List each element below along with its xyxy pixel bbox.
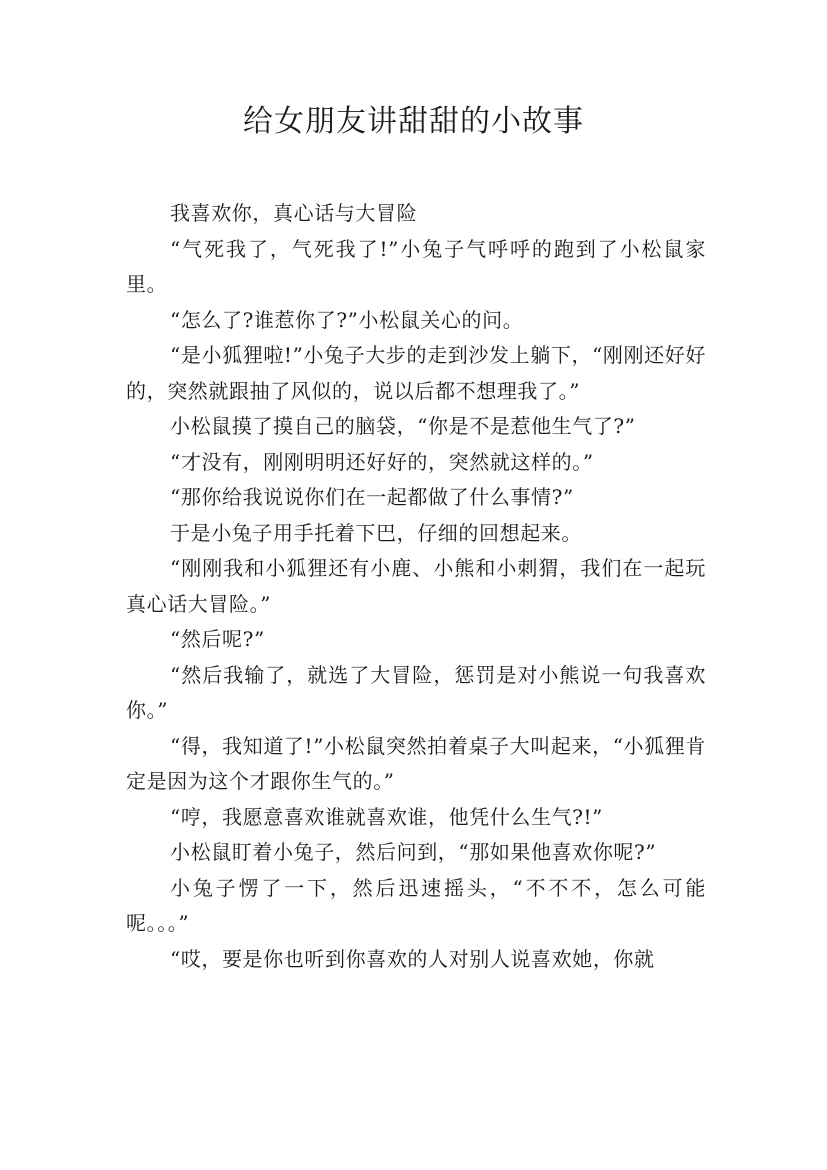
paragraph: “哎，要是你也听到你喜欢的人对别人说喜欢她，你就 [170, 946, 655, 971]
paragraph: “然后呢?” [170, 627, 265, 651]
paragraph: 于是小兔子用手托着下巴，仔细的回想起来。 [170, 520, 582, 545]
paragraph: “气死我了，气死我了!”小兔子气呼呼的跑到了小松鼠家里。 [126, 236, 706, 296]
paragraph: 小松鼠摸了摸自己的脑袋，“你是不是惹他生气了?” [170, 414, 636, 438]
paragraph: “刚刚我和小狐狸还有小鹿、小熊和小刺猬，我们在一起玩真心话大冒险。” [126, 556, 706, 616]
paragraph: “得，我知道了!”小松鼠突然拍着桌子大叫起来，“小狐狸肯定是因为这个才跟你生气的。” [126, 733, 706, 793]
paragraph: “是小狐狸啦!”小兔子大步的走到沙发上躺下，“刚刚还好好的，突然就跟抽了风似的，说以后都不想理我了。” [126, 343, 706, 403]
paragraph: “哼，我愿意喜欢谁就喜欢谁，他凭什么生气?!” [170, 804, 604, 829]
document-body [126, 196, 706, 977]
document-title: 给女朋友讲甜甜的小故事 [243, 104, 584, 139]
paragraph: “才没有，刚刚明明还好好的，突然就这样的。” [170, 449, 594, 474]
paragraph: “怎么了?谁惹你了?”小松鼠关心的问。 [170, 307, 524, 332]
paragraph: 我喜欢你，真心话与大冒险 [170, 201, 418, 225]
paragraph: 小松鼠盯着小兔子，然后问到，“那如果他喜欢你呢?” [170, 840, 657, 864]
paragraph: 小兔子愣了一下，然后迅速摇头，“不不不，怎么可能呢。。。” [126, 875, 706, 935]
paragraph: “然后我输了，就选了大冒险，惩罚是对小熊说一句我喜欢你。” [126, 662, 706, 722]
paragraph: “那你给我说说你们在一起都做了什么事情?” [170, 485, 574, 509]
